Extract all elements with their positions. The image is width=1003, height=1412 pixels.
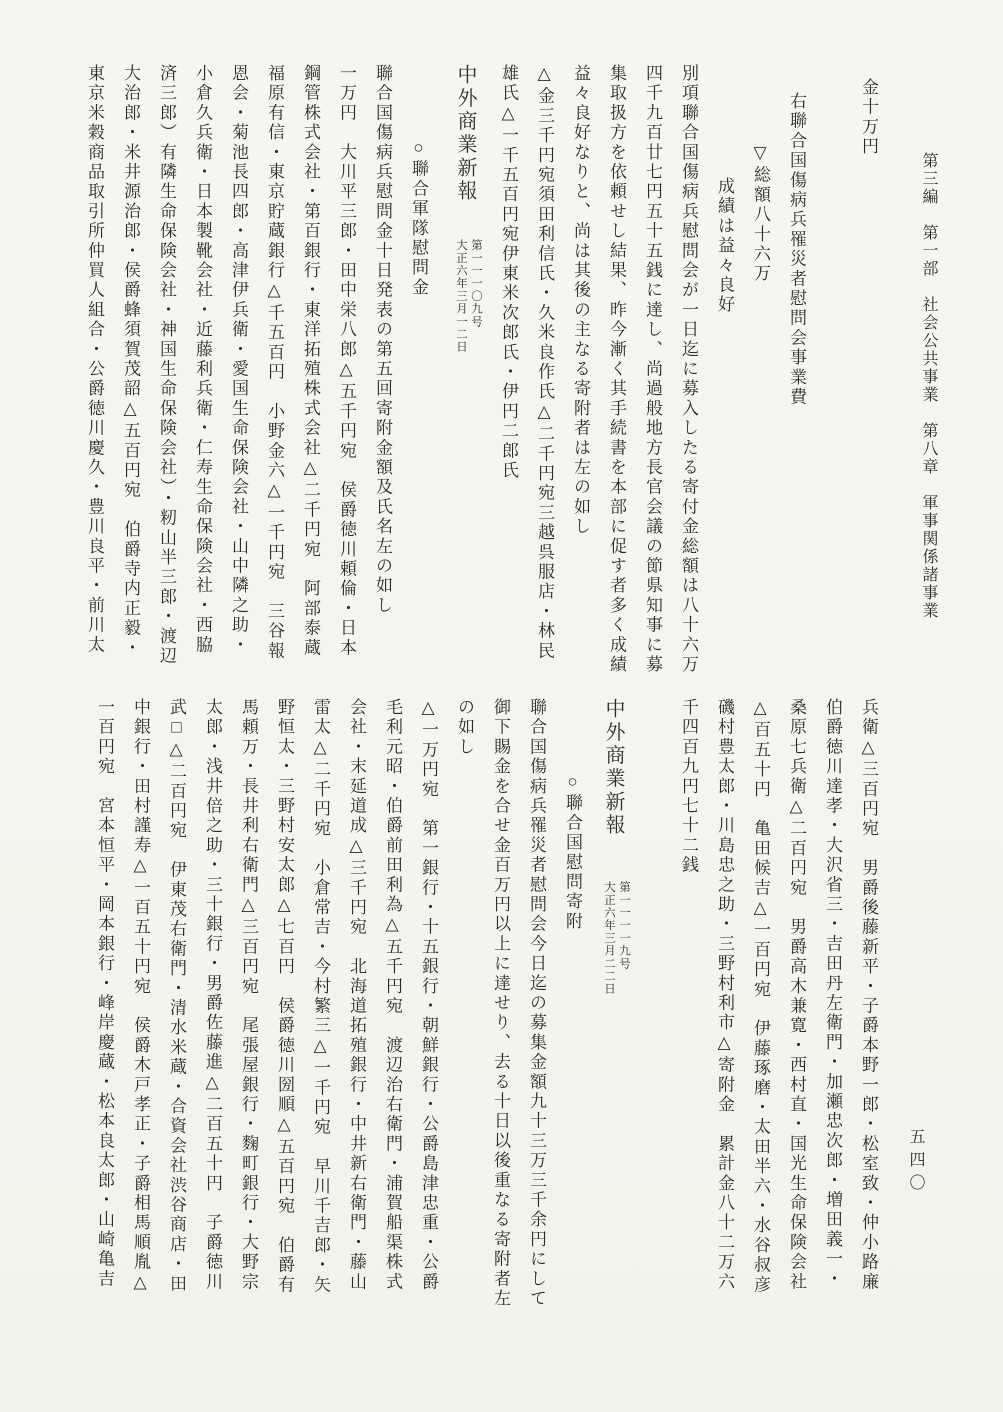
text-column: 一百円宛 宮本恒平・岡本銀行・峰岸慶蔵・松本良太郎・山崎亀吉 (95, 698, 114, 1289)
text-column: 鋼管株式会社・第百銀行・東洋拓殖株式会社△二千円宛 阿部泰蔵 (301, 64, 320, 658)
text-column: 雄氏△一千五百円宛伊東米次郎氏・伊円二郎氏 (499, 64, 518, 481)
text-column: 千四百九円七十二銭 (679, 698, 698, 876)
text-column: 福原有信・東京貯蔵銀行△千五百円 小野金六△一千円宛 三谷報 (265, 64, 284, 661)
newspaper-issue-info (601, 881, 631, 1091)
edition-chapter-header: 第三編 第一部 社会公共事業 第八章 軍事関係諸事業 (920, 152, 937, 620)
newspaper-issue-info (453, 239, 483, 449)
issue-number: 第一一一〇九号 (470, 239, 482, 328)
text-column: 御下賜金を合せ金百万円以上に達せり、去る十日以後重なる寄附者左 (491, 698, 510, 1309)
newspaper-citation (446, 64, 484, 692)
text-column: 四千九百廿七円五十五銭に達し、尚過般地方長官会議の節県知事に募 (643, 64, 662, 675)
page-number: 五四〇 (907, 1128, 924, 1197)
text-column: △一万円宛 第一銀行・十五銀行・朝鮮銀行・公爵島津忠重・公爵 (419, 698, 438, 1292)
text-column: 成績は益々良好 (715, 177, 734, 315)
text-column: 野恒太・三野村安太郎△七百円 侯爵徳川圀順△五百円宛 伯爵有 (275, 698, 294, 1295)
issue-date: 大正六年三月二二日 (603, 881, 615, 996)
text-column: 毛利元昭・伯爵前田利為△五千円宛 渡辺治右衛門・浦賀船渠株式 (383, 698, 402, 1292)
text-column: 小倉久兵衛・日本製靴会社・近藤利兵衛・仁寿生命保険会社・西脇 (193, 64, 212, 655)
text-column: の如し (455, 698, 474, 758)
text-column: △金三千円宛須田利信氏・久米良作氏△二千円宛三越呉服店・林民 (535, 64, 554, 661)
text-column: 太郎・浅井倍之助・三十銀行・男爵佐藤進△二百五十円 子爵徳川 (203, 698, 222, 1292)
text-column: 馬頼万・長井利右衛門△三百円宛 尾張屋銀行・麴町銀行・大野宗 (239, 698, 258, 1292)
text-column: 益々良好なりと、尚は其後の主なる寄附者は左の如し (571, 64, 590, 537)
text-column: △百五十円 亀田候吉△一百円宛 伊藤琢磨・太田半六・水谷叔彦 (751, 698, 770, 1295)
text-column: 伯爵徳川達孝・大沢省三・吉田丹左衛門・加瀬忠次郎・増田義一・ (823, 698, 842, 1289)
section-heading: ○聯合国慰問寄附 (563, 772, 582, 932)
issue-number: 第一一一一九号 (618, 881, 630, 970)
text-column: 恩会・菊池長四郎・高津伊兵衛・愛国生命保険会社・山中隣之助・ (229, 64, 248, 655)
text-column: 中銀行・田村謹寿△一百五十円宛 侯爵木戸孝正・子爵相馬順胤△ (131, 698, 150, 1295)
text-column: 聯合国傷病兵罹災者慰問会今日迄の募集金額九十三万三千余円にして (527, 698, 546, 1309)
text-column: 桑原七兵衛△二百円宛 男爵高木兼寛・西村直・国光生命保険会社 (787, 698, 806, 1292)
text-column: 金十万円 (859, 78, 878, 157)
text-column: 大治郎・米井源治郎・侯爵蜂須賀茂韶△五百円宛 伯爵寺内正毅・ (121, 64, 140, 658)
text-column: 武□△二百円宛 伊東茂右衛門・清水米蔵・合資会社渋谷商店・田 (167, 698, 186, 1294)
bottom-text-block (86, 698, 886, 1326)
newspaper-citation (594, 698, 632, 1326)
text-column: 右聯合国傷病兵罹災者慰問会事業費 (787, 92, 806, 408)
newspaper-title: 中外商業新報 (602, 698, 624, 838)
issue-date: 大正六年三月一二日 (455, 239, 467, 354)
text-column: 雷太△二千円宛 小倉常吉・今村繁三△一千円宛 早川千吉郎・矢 (311, 698, 330, 1295)
top-text-block (76, 64, 886, 692)
text-column: 別項聯合国傷病兵慰問会が一日迄に募入したる寄付金総額は八十六万 (679, 64, 698, 675)
text-column: 兵衛△三百円宛 男爵後藤新平・子爵本野一郎・松室致・仲小路廉 (859, 698, 878, 1292)
text-column: 東京米穀商品取引所仲買人組合・公爵徳川慶久・豊川良平・前川太 (85, 64, 104, 655)
text-column: 会社・末延道成△三千円宛 北海道拓殖銀行・中井新右衛門・藤山 (347, 698, 366, 1292)
text-column: 一万円 大川平三郎・田中栄八郎△五千円宛 侯爵徳川頼倫・日本 (337, 64, 356, 658)
text-column: 集取扱方を依頼せし結果、昨今漸く其手続書を本部に促す者多く成績 (607, 64, 626, 675)
text-column: ▽総額八十六万 (751, 143, 770, 284)
text-column: 済三郎）有隣生命保険会社・神国生命保険会社）・籾山半三郎・渡辺 (157, 64, 176, 667)
section-heading: ○聯合軍隊慰問金 (409, 138, 428, 298)
newspaper-title: 中外商業新報 (454, 64, 476, 204)
text-column: 磯村豊太郎・川島忠之助・三野村利市△寄附金 累計金八十二万六 (715, 698, 734, 1292)
text-column: 聯合国傷病兵慰問金十日発表の第五回寄附金額及氏名左の如し (373, 64, 392, 616)
